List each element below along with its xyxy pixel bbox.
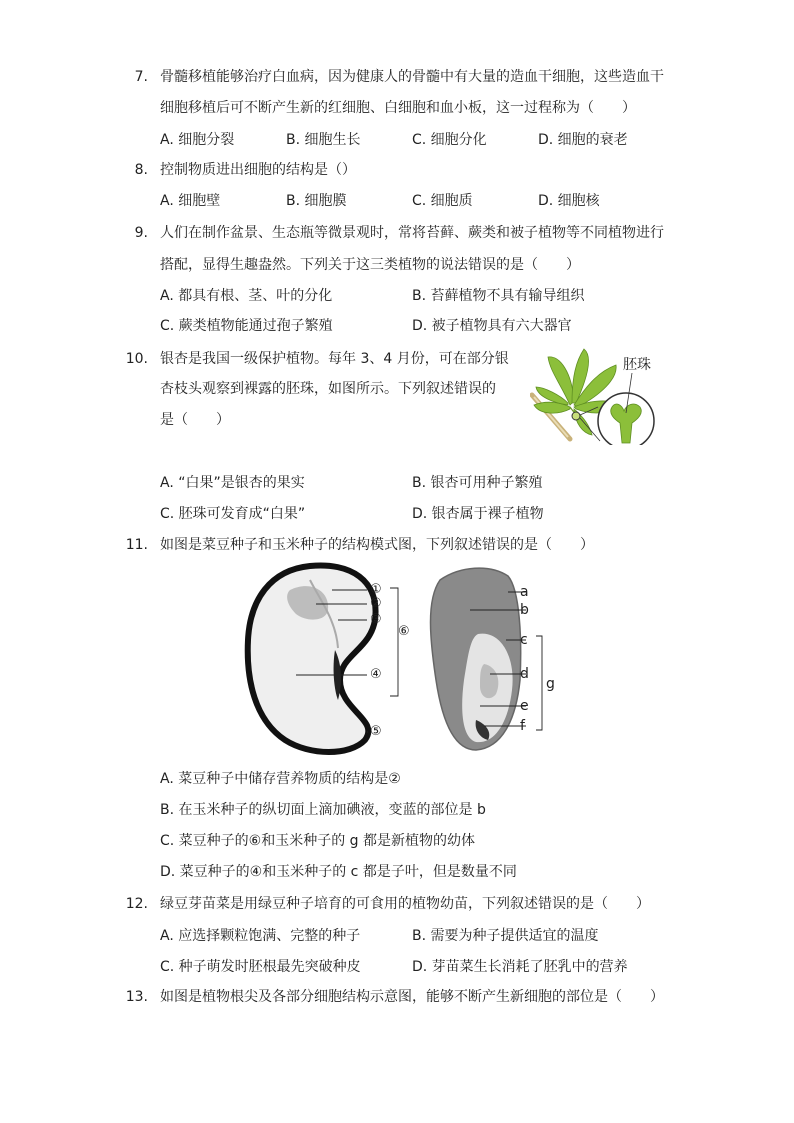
option-c[interactable]: C. 种子萌发时胚根最先突破种皮 xyxy=(160,959,361,975)
bean-label-5: ⑤ xyxy=(370,724,382,739)
corn-label-f: f xyxy=(520,718,525,734)
ovule-label: 胚珠 xyxy=(623,357,651,373)
option-b[interactable]: B. 细胞生长 xyxy=(286,132,361,148)
bean-label-3: ③ xyxy=(370,612,382,627)
corn-label-e: e xyxy=(520,698,529,714)
question-number: 10. xyxy=(125,351,148,367)
question-text: 银杏是我国一级保护植物。每年 3、4 月份，可在部分银 xyxy=(160,351,509,367)
bean-label-1: ① xyxy=(370,582,382,597)
question-number: 12. xyxy=(125,896,148,912)
corn-label-c: c xyxy=(520,632,528,648)
question-text: 人们在制作盆景、生态瓶等微景观时，常将苔藓、蕨类和被子植物等不同植物进行 xyxy=(160,225,664,241)
option-c[interactable]: C. 细胞质 xyxy=(412,193,473,209)
question-text: 是（ ） xyxy=(160,412,230,428)
question-text: 如图是植物根尖及各部分细胞结构示意图，能够不断产生新细胞的部位是（ ） xyxy=(160,989,664,1005)
option-b[interactable]: B. 银杏可用种子繁殖 xyxy=(412,475,543,491)
question-text: 搭配，显得生趣盎然。下列关于这三类植物的说法错误的是（ ） xyxy=(160,257,580,273)
option-c[interactable]: C. 胚珠可发育成“白果” xyxy=(160,506,306,522)
ovule-marker xyxy=(572,412,580,420)
corn-label-g: g xyxy=(546,676,555,692)
question-number: 9. xyxy=(134,225,148,241)
question-number: 13. xyxy=(125,989,148,1005)
option-b[interactable]: B. 需要为种子提供适宜的温度 xyxy=(412,928,599,944)
option-d[interactable]: D. 细胞核 xyxy=(538,193,600,209)
question-number: 8. xyxy=(134,162,148,178)
option-c[interactable]: C. 细胞分化 xyxy=(412,132,487,148)
bean-label-4: ④ xyxy=(370,667,382,682)
option-a[interactable]: A. “白果”是银杏的果实 xyxy=(160,475,305,491)
seed-structure-figure xyxy=(240,560,560,760)
option-d[interactable]: D. 芽苗菜生长消耗了胚乳中的营养 xyxy=(412,959,628,975)
corn-label-d: d xyxy=(520,666,529,682)
corn-seed xyxy=(431,568,521,750)
question-number: 7. xyxy=(134,69,148,85)
option-a[interactable]: A. 都具有根、茎、叶的分化 xyxy=(160,288,333,304)
option-d[interactable]: D. 菜豆种子的④和玉米种子的 c 都是子叶，但是数量不同 xyxy=(160,864,517,880)
bean-label-2: ② xyxy=(370,596,382,611)
option-a[interactable]: A. 菜豆种子中储存营养物质的结构是② xyxy=(160,771,401,787)
option-d[interactable]: D. 细胞的衰老 xyxy=(538,132,628,148)
question-text: 杏枝头观察到裸露的胚珠，如图所示。下列叙述错误的 xyxy=(160,381,496,397)
option-a[interactable]: A. 细胞分裂 xyxy=(160,132,235,148)
question-text: 控制物质进出细胞的结构是（） xyxy=(160,162,356,178)
option-b[interactable]: B. 细胞膜 xyxy=(286,193,347,209)
bean-seed xyxy=(248,565,376,752)
question-number: 11. xyxy=(125,537,148,553)
option-c[interactable]: C. 蕨类植物能通过孢子繁殖 xyxy=(160,318,333,334)
bean-label-6: ⑥ xyxy=(398,624,410,639)
option-b[interactable]: B. 在玉米种子的纵切面上滴加碘液，变蓝的部位是 b xyxy=(160,802,486,818)
question-text: 细胞移植后可不断产生新的红细胞、白细胞和血小板，这一过程称为（ ） xyxy=(160,100,636,116)
option-d[interactable]: D. 银杏属于裸子植物 xyxy=(412,506,544,522)
question-text: 绿豆芽苗菜是用绿豆种子培育的可食用的植物幼苗，下列叙述错误的是（ ） xyxy=(160,896,650,912)
option-b[interactable]: B. 苔藓植物不具有输导组织 xyxy=(412,288,585,304)
option-d[interactable]: D. 被子植物具有六大器官 xyxy=(412,318,572,334)
corn-label-a: a xyxy=(520,584,529,600)
option-c[interactable]: C. 菜豆种子的⑥和玉米种子的 g 都是新植物的幼体 xyxy=(160,833,476,849)
option-a[interactable]: A. 应选择颗粒饱满、完整的种子 xyxy=(160,928,361,944)
option-a[interactable]: A. 细胞壁 xyxy=(160,193,221,209)
corn-label-b: b xyxy=(520,602,529,618)
question-text: 如图是菜豆种子和玉米种子的结构模式图，下列叙述错误的是（ ） xyxy=(160,537,594,553)
question-text: 骨髓移植能够治疗白血病，因为健康人的骨髓中有大量的造血干细胞，这些造血干 xyxy=(160,69,664,85)
